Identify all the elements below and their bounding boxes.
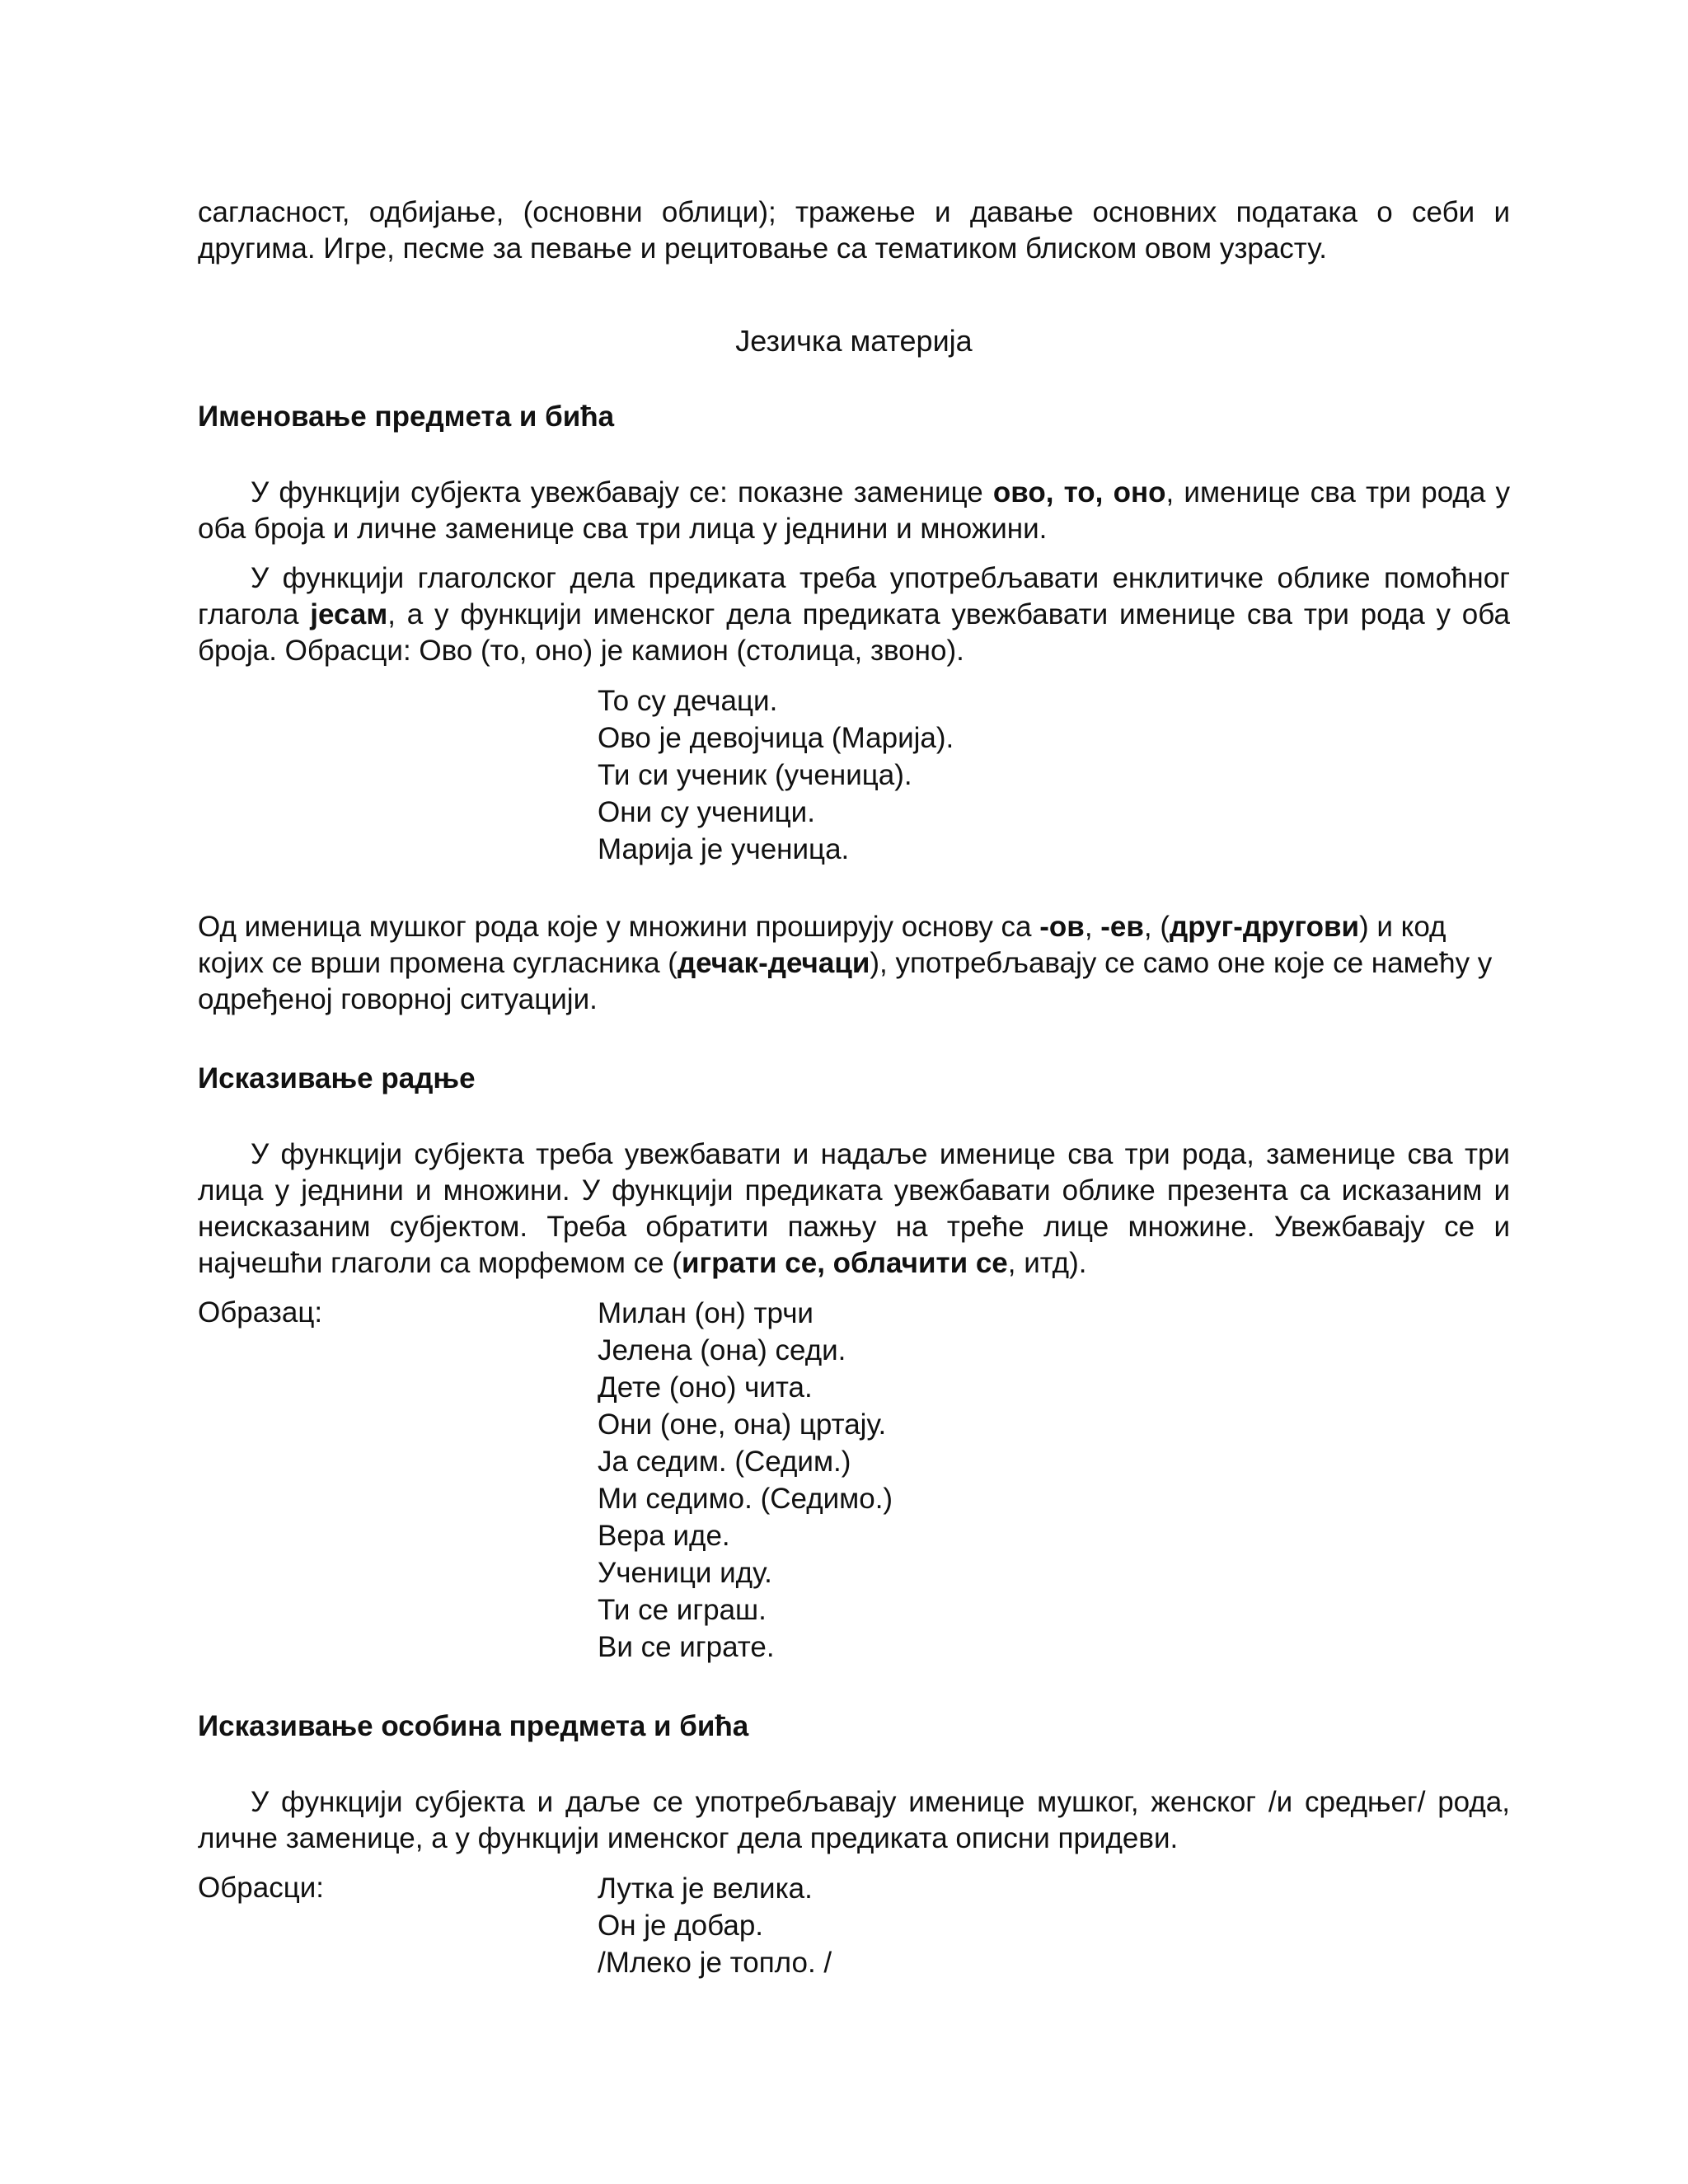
example-line: Ти се играш. [598,1594,767,1626]
example-line: Јелена (она) седи. [598,1334,846,1366]
example-line: Ти си ученик (ученица). [598,759,912,791]
qualities-example-list [598,1870,1510,1981]
naming-p1-text-a: У функцији субјекта увежбавају се: показне заменице [251,476,993,509]
example-line: Ученици иду. [598,1557,772,1589]
naming-p2-text-c: , а у функцији именског дела предиката увежбавати именице сва три рода у оба броја. Обрасци: Ово (то, оно) је камион (столица, звоно). [198,598,1510,667]
heading-action: Исказивање радње [198,1062,476,1094]
action-p1-text-a: У функцији субјекта треба увежбавати и надаље именице сва три рода, заменице сва три лица у једнини и множини. У функцији предиката увежбавати облике презента са исказаним и неисказаним субјектом. Треба обратити пажњу на треће лице множине. Увежбавају се и најчешћи глаголи са морфемом се ( [198,1138,1510,1279]
naming-paragraph-3 [198,909,1510,1018]
action-paragraph-1 [198,1137,1510,1282]
naming-p3-text-e: , ( [1143,911,1170,943]
naming-examples [198,682,1510,868]
action-example-list [598,1295,1510,1666]
action-p1-text-c: , итд). [1007,1247,1087,1279]
naming-p3-text-g: ) и код којих се врши промена сугласника ( [198,911,1447,979]
qualities-paragraph-1: У функцији субјекта и даље се употребљавају именице мушког, женског /и средњег/ рода, личне заменице, а у функцији именског дела предиката описни придеви. [198,1786,1510,1854]
naming-p2-text-a: У функцији глаголског дела предиката треба употребљавати енклитичке облике помоћног глагола [198,562,1510,630]
naming-paragraph-1 [198,475,1510,547]
example-line: То су дечаци. [598,685,778,717]
naming-p3-bold-drug: друг-другови [1170,911,1359,943]
naming-p1-bold: ово, то, оно [992,476,1166,509]
example-line: Ми седимо. (Седимо.) [598,1483,893,1515]
naming-p1-text-c: , именице сва три рода у оба броја и личне заменице сва три лица у једнини и множини. [198,476,1511,545]
naming-p3-bold-ev: -ев [1100,911,1144,943]
example-line: Вера иде. [598,1520,730,1552]
action-examples-label: Образац: [198,1296,323,1329]
naming-p3-text-c: , [1084,911,1101,943]
qualities-examples [198,1870,1510,1981]
example-line: Они су ученици. [598,796,815,828]
example-line: Они (оне, она) цртају. [598,1408,887,1441]
example-line: /Млеко је топло. / [598,1947,832,1979]
heading-qualities: Исказивање особина предмета и бића [198,1710,749,1742]
intro-paragraph: сагласност, одбијање, (основни облици); тражење и давање основних података о себи и другима. Игре, песме за певање и рецитовање са тематиком блиском овом узрасту. [198,196,1510,265]
action-examples [198,1295,1510,1666]
qualities-examples-label: Обрасци: [198,1872,325,1904]
example-line: Дете (оно) чита. [598,1371,813,1404]
example-line: Ви се играте. [598,1631,775,1663]
naming-p2-bold: јесам [310,598,388,630]
naming-p3-text-i: ), употребљавају се само оне које се намећу у одређеној говорној ситуацији. [198,947,1493,1015]
naming-example-list [598,682,1510,868]
naming-p3-text-a: Од именица мушког рода које у множини проширују основу са [198,911,1040,943]
example-line: Ја седим. (Седим.) [598,1446,851,1478]
example-line: Марија је ученица. [598,833,850,865]
section-title: Језичка материја [735,324,973,358]
example-line: Ово је девојчица (Марија). [598,722,954,754]
naming-examples-spacer [198,682,598,868]
action-p1-bold: играти се, облачити се [681,1247,1008,1279]
document-content [198,194,1510,1981]
naming-paragraph-2 [198,560,1510,669]
example-line: Он је добар. [598,1910,764,1942]
heading-naming: Именовање предмета и бића [198,401,615,433]
naming-p3-bold-ov: -ов [1039,911,1085,943]
example-line: Лутка је велика. [598,1872,813,1905]
example-line: Милан (он) трчи [598,1297,814,1329]
naming-p3-bold-dechak: дечак-дечаци [677,947,870,979]
